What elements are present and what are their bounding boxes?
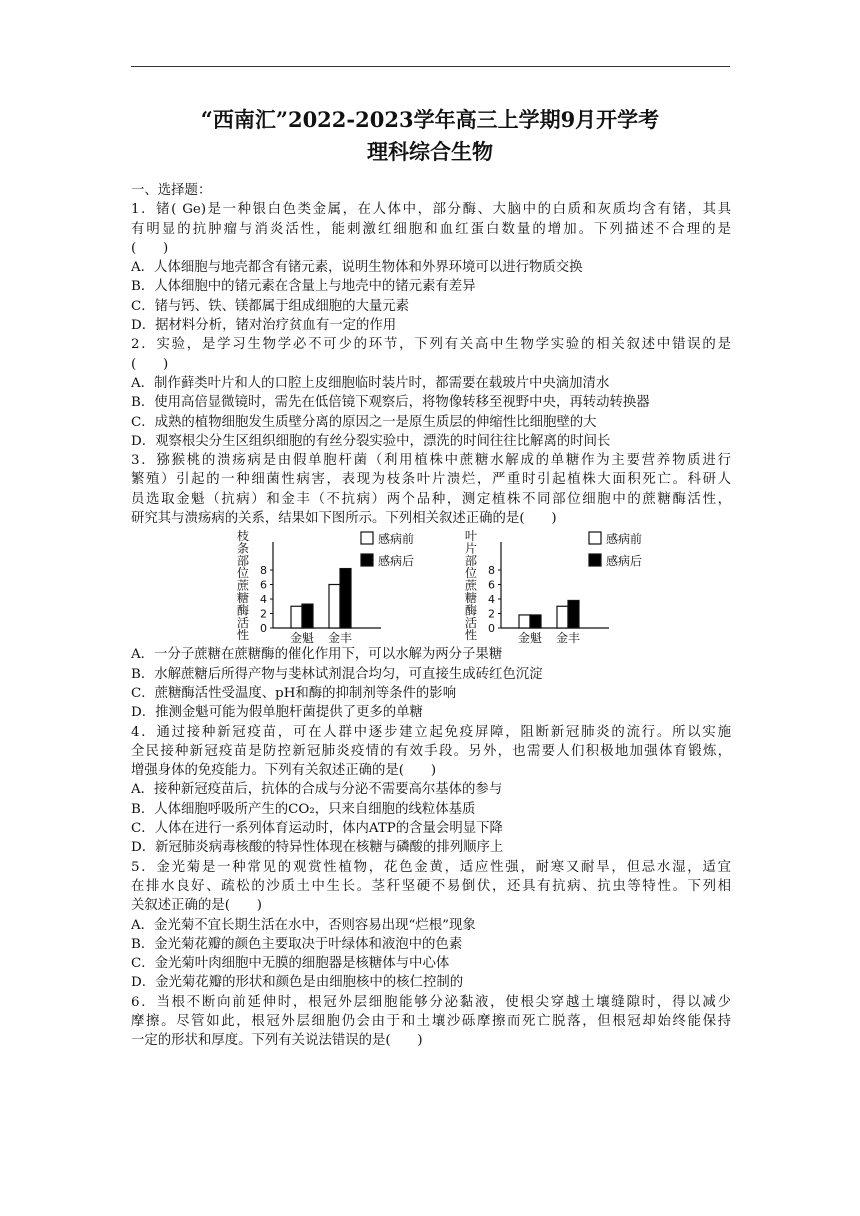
option-d: D．据材料分析，锗对治疗贫血有一定的作用 (131, 318, 397, 334)
question-stem-line: 在排水良好、疏松的沙质土中生长。茎秆坚硬不易倒伏，还具有抗病、抗虫等特性。下列相 (131, 878, 731, 894)
y-axis-label-char: 部 (464, 554, 478, 569)
bar-before (329, 585, 340, 629)
chart-leaf (461, 528, 671, 645)
bar-before (291, 607, 302, 629)
option-d: D．金光菊花瓣的形状和颜色是由细胞核中的核仁控制的 (131, 975, 464, 991)
question-5 (131, 858, 731, 993)
figure-charts (131, 528, 731, 645)
option-a: A．一分子蔗糖在蔗糖酶的催化作用下，可以水解为两分子果糖 (131, 647, 503, 663)
question-stem-line: 5．金光菊是一种常见的观赏性植物，花色金黄，适应性强，耐寒又耐旱，但忌水湿，适宜 (131, 859, 731, 875)
option-c: C．蔗糖酶活性受温度、pH和酶的抑制剂等条件的影响 (131, 685, 457, 701)
page-subtitle: 理科综合生物 (367, 139, 493, 164)
bar-before (519, 615, 530, 628)
legend-swatch (589, 532, 601, 544)
chart-branch-svg (233, 528, 443, 645)
y-axis-label-char: 条 (236, 541, 250, 556)
question-stem-line: ( ) (131, 240, 169, 256)
y-axis-label-char: 性 (464, 628, 478, 643)
legend-label: 感病前 (606, 532, 643, 547)
question-stem-line: ( ) (131, 356, 169, 372)
question-stem-line: 员选取金魁（抗病）和金丰（不抗病）两个品种，测定植株不同部位细胞中的蔗糖酶活性， (131, 491, 731, 507)
bar-after (568, 601, 579, 629)
y-axis-label-char: 酶 (236, 603, 250, 618)
question-stem-line: 1．锗( Ge)是一种银白色类金属，在人体中，部分酶、大脑中的白质和灰质均含有锗，其具 (131, 202, 731, 218)
y-axis-label-char: 糖 (464, 591, 478, 606)
question-stem-line: 增强身体的免疫能力。下列有关叙述正确的是( ) (131, 763, 437, 779)
option-c: C．金光菊叶肉细胞中无膜的细胞器是核糖体与中心体 (131, 956, 450, 972)
option-c: C．成熟的植物细胞发生质壁分离的原因之一是原生质层的伸缩性比细胞壁的大 (131, 414, 597, 430)
y-axis-label-char: 片 (464, 541, 478, 556)
legend-label: 感病后 (606, 554, 643, 569)
option-c: C．锗与钙、铁、镁都属于组成细胞的大量元素 (131, 298, 410, 314)
x-category-label: 金魁 (517, 631, 543, 646)
y-axis-label-char: 位 (236, 566, 250, 581)
legend-swatch (589, 554, 601, 566)
question-2 (131, 335, 731, 451)
section-label: 一、选择题： (131, 183, 212, 198)
y-tick-label: 8 (488, 564, 495, 578)
y-tick-label: 6 (488, 578, 495, 592)
option-b: B．水解蔗糖后所得产物与斐林试剂混合均匀，可直接生成砖红色沉淀 (131, 666, 543, 682)
question-1 (131, 200, 731, 335)
option-d: D．推测金魁可能为假单胞杆菌提供了更多的单糖 (131, 705, 423, 721)
question-stem-line: 有明显的抗肿瘤与消炎活性，能刺激红细胞和血红蛋白数量的增加。下列描述不合理的是 (131, 221, 731, 237)
header-rule (131, 66, 730, 67)
question-stem-line: 一定的形状和厚度。下列有关说法错误的是( ) (131, 1033, 423, 1049)
y-tick-label: 2 (488, 607, 495, 621)
option-a: A．接种新冠疫苗后，抗体的合成与分泌不需要高尔基体的参与 (131, 782, 503, 798)
option-d: D．新冠肺炎病毒核酸的特异性体现在核糖与磷酸的排列顺序上 (131, 840, 504, 856)
x-category-label: 金魁 (289, 631, 315, 646)
y-axis-label-char: 酶 (464, 603, 478, 618)
option-c: C．人体在进行一系列体育运动时，体内ATP的含量会明显下降 (131, 821, 503, 837)
question-stem-line: 研究其与溃疡病的关系，结果如下图所示。下列相关叙述正确的是( ) (131, 511, 557, 527)
question-6 (131, 993, 731, 1051)
option-b: B．使用高倍显微镜时，需先在低倍镜下观察后，将物像转移至视野中央，再转动转换器 (131, 395, 650, 411)
y-tick-label: 4 (260, 593, 267, 607)
y-axis-label-char: 性 (236, 628, 250, 643)
option-a: A．金光菊不宜长期生活在水中，否则容易出现“烂根”现象 (131, 917, 476, 933)
bar-after (340, 569, 351, 628)
y-tick-label: 6 (260, 578, 267, 592)
legend-label: 感病前 (378, 532, 415, 547)
y-axis-label-char: 蔗 (236, 578, 250, 593)
bar-after (302, 604, 313, 628)
question-stem-line: 繁殖）引起的一种细菌性病害，表现为枝条叶片溃烂，严重时引起植株大面积死亡。科研人 (131, 472, 731, 488)
y-axis-label-char: 糖 (236, 591, 250, 606)
option-b: B．金光菊花瓣的颜色主要取决于叶绿体和液泡中的色素 (131, 936, 463, 952)
question-stem-line: 6．当根不断向前延伸时，根冠外层细胞能够分泌黏液，使根尖穿越土壤缝隙时，得以减少 (131, 994, 731, 1010)
question-body (131, 181, 731, 1051)
y-tick-label: 8 (260, 564, 267, 578)
question-3 (131, 451, 731, 722)
y-tick-label: 0 (260, 622, 267, 636)
option-a: A．人体细胞与地壳都含有锗元素，说明生物体和外界环境可以进行物质交换 (131, 260, 583, 276)
chart-branch (233, 528, 443, 645)
option-b: B．人体细胞呼吸所产生的CO₂，只来自细胞的线粒体基质 (131, 801, 476, 817)
legend-label: 感病后 (378, 554, 415, 569)
y-tick-label: 2 (260, 607, 267, 621)
y-tick-label: 0 (488, 622, 495, 636)
x-category-label: 金丰 (555, 631, 581, 646)
y-tick-label: 4 (488, 593, 495, 607)
question-stem-line: 摩擦。尽管如此，根冠外层细胞仍会由于和土壤沙砾摩擦而死亡脱落，但根冠却始终能保持 (131, 1013, 731, 1029)
legend-swatch (361, 554, 373, 566)
question-stem-line: 全民接种新冠疫苗是防控新冠肺炎疫情的有效手段。另外，也需要人们积极地加强体育锻炼， (131, 743, 731, 759)
chart-leaf-svg (461, 528, 671, 645)
bar-after (530, 615, 541, 628)
y-axis-label-char: 叶 (464, 529, 478, 544)
page-title: “西南汇”2022-2023学年高三上学期9月开学考 (200, 107, 660, 132)
y-axis-label-char: 活 (236, 616, 250, 631)
y-axis-label-char: 部 (236, 554, 250, 569)
y-axis-label-char: 活 (464, 616, 478, 631)
option-b: B．人体细胞中的锗元素在含量上与地壳中的锗元素有差异 (131, 279, 476, 295)
question-stem-line: 3．猕猴桃的溃疡病是由假单胞杆菌（利用植株中蔗糖水解成的单糖作为主要营养物质进行 (131, 453, 731, 469)
option-d: D．观察根尖分生区组织细胞的有丝分裂实验中，漂洗的时间往往比解离的时间长 (131, 433, 611, 449)
legend-swatch (361, 532, 373, 544)
x-category-label: 金丰 (327, 631, 353, 646)
y-axis-label-char: 蔗 (464, 578, 478, 593)
question-stem-line: 2．实验，是学习生物学必不可少的环节，下列有关高中生物学实验的相关叙述中错误的是 (131, 337, 731, 353)
option-a: A．制作藓类叶片和人的口腔上皮细胞临时装片时，都需要在载玻片中央滴加清水 (131, 375, 610, 391)
question-stem-line: 关叙述正确的是( ) (131, 898, 262, 914)
bar-before (557, 607, 568, 629)
question-4 (131, 723, 731, 858)
y-axis-label-char: 枝 (236, 529, 250, 544)
y-axis-label-char: 位 (464, 566, 478, 581)
question-stem-line: 4．通过接种新冠疫苗，可在人群中逐步建立起免疫屏障，阻断新冠肺炎的流行。所以实施 (131, 724, 731, 740)
